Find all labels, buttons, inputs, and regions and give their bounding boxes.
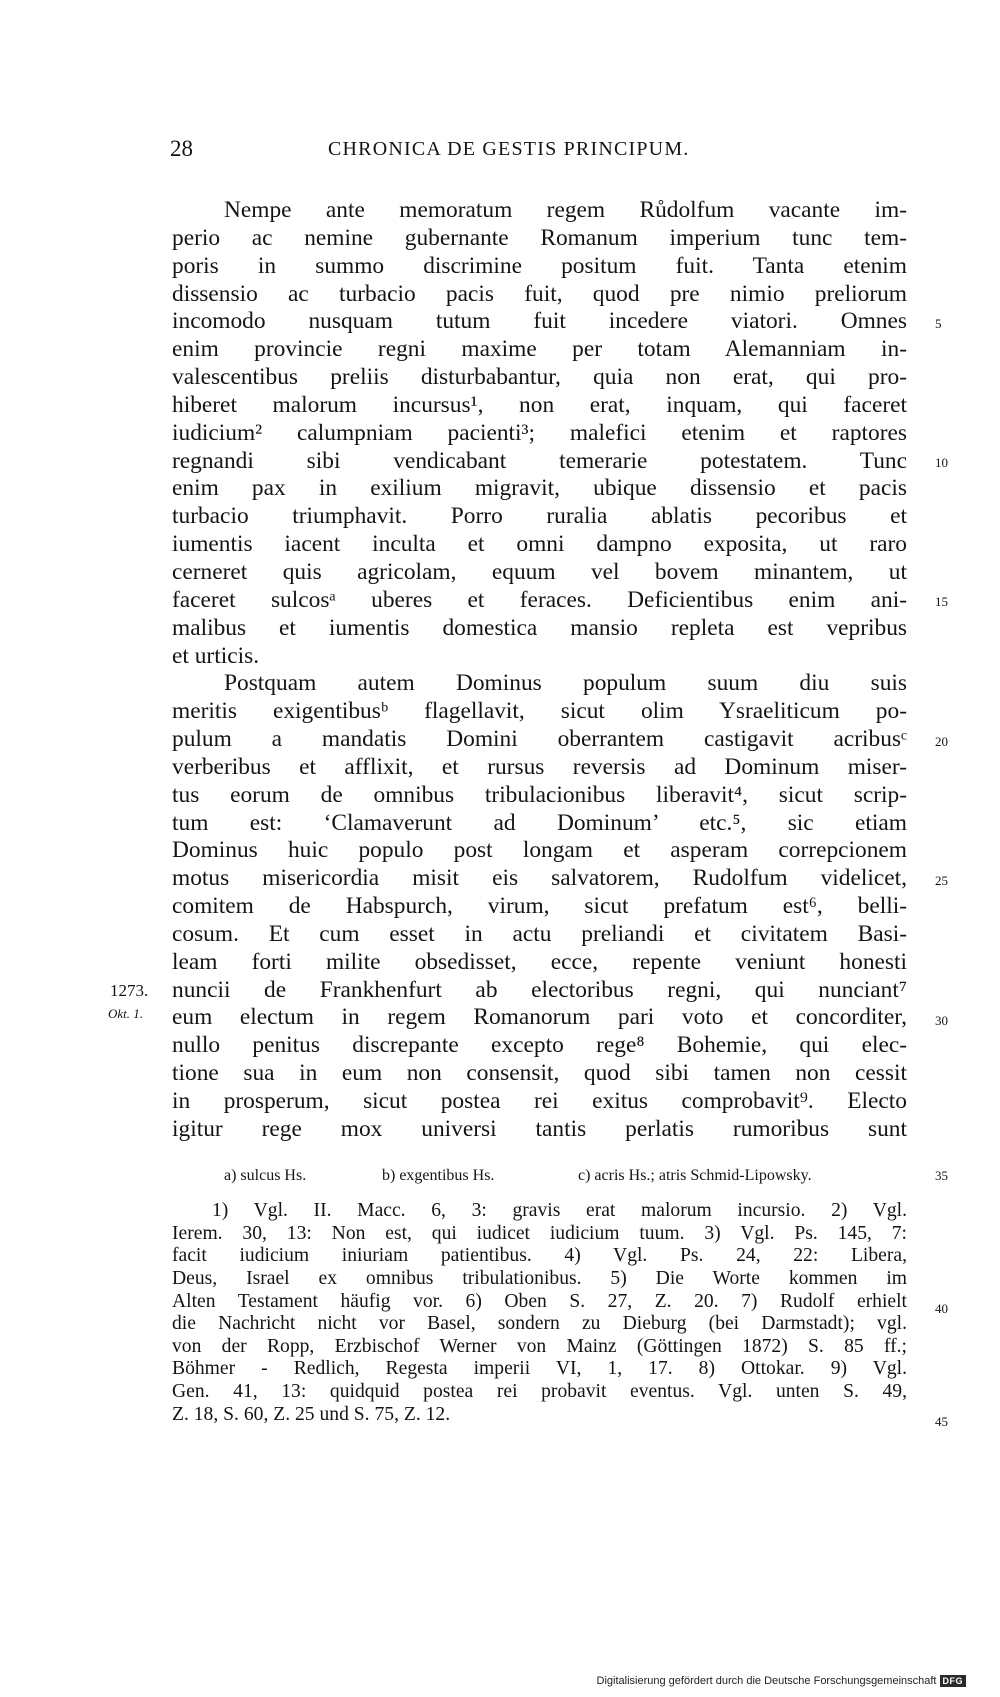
line-number: 45 xyxy=(935,1414,948,1429)
text-line: iudicium² calumpniam pacienti³; malefici etenim et raptores xyxy=(172,419,907,446)
critical-apparatus xyxy=(0,1167,1000,1189)
text-line: enim pax in exilium migravit, ubique dissensio et pacis xyxy=(172,475,907,502)
text-line: tum est: ‘Clamaverunt ad Dominum’ etc.⁵, sic etiam xyxy=(172,809,907,836)
footnote-line: die Nachricht nicht vor Basel, sondern zu Dieburg (bei Darmstadt); vgl. xyxy=(172,1313,907,1335)
text-line: igitur rege mox universi tantis perlatis rumoribus sunt xyxy=(172,1115,907,1142)
digitization-credit xyxy=(597,1675,966,1687)
footnote-line: Deus, Israel ex omnibus tribulationibus. 5) Die Worte kommen im xyxy=(172,1267,907,1289)
main-text xyxy=(172,197,907,1144)
apparatus-note: a) sulcus Hs. xyxy=(224,1167,307,1184)
footnote-line: facit iudicium iniuriam patientibus. 4) Vgl. Ps. 24, 22: Libera, xyxy=(172,1245,907,1267)
text-line: leam forti milite obsedisset, ecce, repente veniunt honesti xyxy=(172,948,907,975)
footnote-line: Böhmer - Redlich, Regesta imperii VI, 1, 17. 8) Ottokar. 9) Vgl. xyxy=(172,1358,907,1380)
line-number: 5 xyxy=(935,316,942,331)
footnote-line: Gen. 41, 13: quidquid postea rei probavit eventus. Vgl. unten S. 49, xyxy=(172,1381,907,1403)
footnote-line: 1) Vgl. II. Macc. 6, 3: gravis erat malorum incursio. 2) Vgl. xyxy=(212,1200,907,1221)
text-line: incomodo nusquam tutum fuit incedere viatori. Omnes xyxy=(172,308,907,335)
text-line: cosum. Et cum esset in actu preliandi et civitatem Basi- xyxy=(172,920,907,947)
text-line: dissensio ac turbacio pacis fuit, quod pre nimio preliorum xyxy=(172,280,907,307)
text-line: meritis exigentibusᵇ flagellavit, sicut olim Ysraeliticum po- xyxy=(172,698,907,725)
text-line: regnandi sibi vendicabant temerarie potestatem. Tunc xyxy=(172,447,907,474)
text-line: nullo penitus discrepante excepto rege⁸ Bohemie, qui elec- xyxy=(172,1032,907,1059)
line-number: 20 xyxy=(935,734,948,749)
text-line: verberibus et afflixit, et rursus reversis ad Dominum miser- xyxy=(172,753,907,780)
page-number: 28 xyxy=(170,136,193,161)
text-line: tione sua in eum non consensit, quod sibi tamen non cessit xyxy=(172,1060,907,1087)
text-line: pulum a mandatis Domini oberrantem castigavit acribusᶜ xyxy=(172,726,907,753)
line-number: 40 xyxy=(935,1301,948,1316)
text-line: nuncii de Frankhenfurt ab electoribus regni, qui nunciant⁷ xyxy=(172,976,907,1003)
apparatus-note: c) acris Hs.; atris Schmid-Lipowsky. xyxy=(578,1167,812,1184)
line-number: 25 xyxy=(935,873,948,888)
margin-day: Okt. 1. xyxy=(108,1006,144,1021)
text-line: poris in summo discrimine positum fuit. Tanta etenim xyxy=(172,252,907,279)
text-line: malibus et iumentis domestica mansio repleta est vepribus xyxy=(172,614,907,641)
running-header xyxy=(0,136,1000,168)
footnote-line: Alten Testament häufig vor. 6) Oben S. 27, Z. 20. 7) Rudolf erhielt xyxy=(172,1290,907,1312)
text-line: iumentis iacent inculta et omni dampno exposita, ut raro xyxy=(172,531,907,558)
text-line: eum electum in regem Romanorum pari voto et concorditer, xyxy=(172,1004,907,1031)
text-line: Postquam autem Dominus populum suum diu suis xyxy=(224,670,907,697)
running-title: CHRONICA DE GESTIS PRINCIPUM. xyxy=(328,138,690,160)
line-number: 15 xyxy=(935,594,948,609)
text-line: enim provincie regni maxime per totam Alemanniam in- xyxy=(172,336,907,363)
dfg-logo: DFG xyxy=(940,1675,967,1687)
text-line: Dominus huic populo post longam et asperam correpcionem xyxy=(172,837,907,864)
text-line: hiberet malorum incursus¹, non erat, inquam, qui faceret xyxy=(172,391,907,418)
text-line: et urticis. xyxy=(172,642,260,669)
line-number: 35 xyxy=(935,1168,948,1183)
text-line: Nempe ante memoratum regem Růdolfum vacante im- xyxy=(224,197,907,223)
credit-text: Digitalisierung gefördert durch die Deutsche Forschungsgemeinschaft xyxy=(596,1675,937,1687)
text-line: in prosperum, sicut postea rei exitus comprobavit⁹. Electo xyxy=(172,1088,907,1114)
margin-year: 1273. xyxy=(110,981,149,1000)
text-line: perio ac nemine gubernante Romanum imperium tunc tem- xyxy=(172,224,907,251)
text-line: cerneret quis agricolam, equum vel bovem minantem, ut xyxy=(172,558,907,585)
text-line: faceret sulcosᵃ uberes et feraces. Deficientibus enim ani- xyxy=(172,586,907,613)
footnote-line: Z. 18, S. 60, Z. 25 und S. 75, Z. 12. xyxy=(172,1403,451,1425)
text-line: valescentibus preliis disturbabantur, quia non erat, qui pro- xyxy=(172,364,907,391)
text-line: turbacio triumphavit. Porro ruralia ablatis pecoribus et xyxy=(172,503,907,530)
footnote-line: von der Ropp, Erzbischof Werner von Mainz (Göttingen 1872) S. 85 ff.; xyxy=(172,1335,907,1357)
line-number: 30 xyxy=(935,1013,948,1028)
footnote-line: Ierem. 30, 13: Non est, qui iudicet iudicium tuum. 3) Vgl. Ps. 145, 7: xyxy=(172,1222,907,1244)
text-line: motus misericordia misit eis salvatorem, Rudolfum videlicet, xyxy=(172,865,907,892)
text-line: comitem de Habspurch, virum, sicut prefatum est⁶, belli- xyxy=(172,893,907,920)
footnotes xyxy=(172,1200,907,1426)
apparatus-note: b) exgentibus Hs. xyxy=(382,1167,495,1184)
line-number: 10 xyxy=(935,455,948,470)
text-line: tus eorum de omnibus tribulacionibus liberavit⁴, sicut scrip- xyxy=(172,781,907,808)
